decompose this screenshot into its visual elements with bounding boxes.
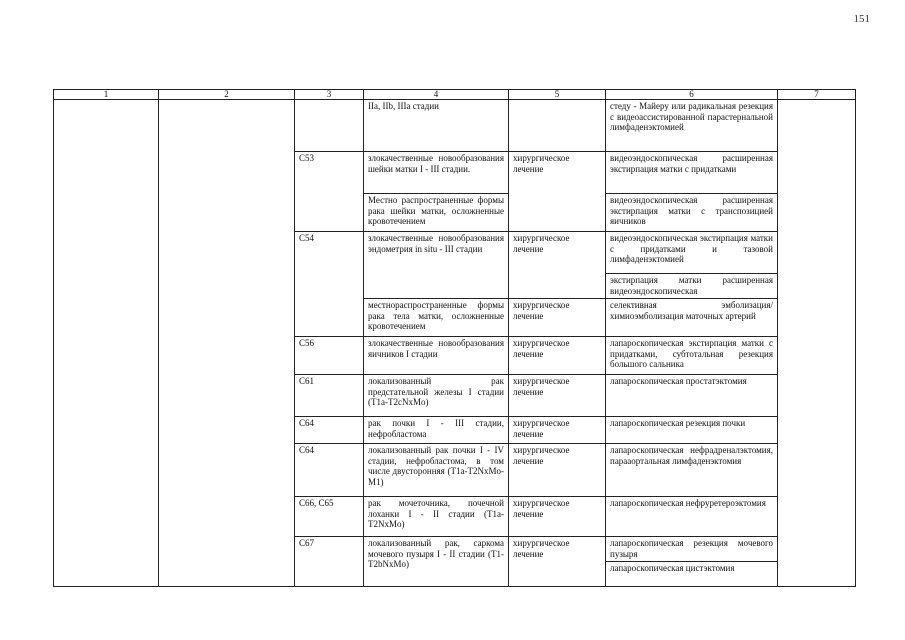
condition-cell: рак почки I - III стадии, нефробластома [364, 417, 509, 444]
code-cell: C64 [295, 444, 364, 497]
method-cell: экстирпация матки расширенная видеоэндоскопическая [606, 274, 778, 299]
header-col-3: 3 [295, 90, 364, 100]
col2-cell [159, 100, 295, 587]
condition-cell: злокачественные новообразования шейки матки I - III стадии. [364, 152, 509, 194]
method-cell: лапароскопическая нефруретероэктомия [606, 497, 778, 537]
header-col-2: 2 [159, 90, 295, 100]
code-cell: C61 [295, 375, 364, 417]
header-col-6: 6 [606, 90, 778, 100]
page-number: 151 [853, 13, 870, 25]
header-row [54, 90, 856, 100]
treatment-table-wrapper [53, 89, 856, 587]
method-cell: стеду - Майеру или радикальная резекция с видеоассистированной парастернальной лимфаденэктомией [606, 100, 778, 152]
method-cell: селективная эмболизация/химиоэмболизация маточных артерий [606, 299, 778, 337]
treatment-cell: хирургическое лечение [509, 152, 606, 232]
method-cell: лапароскопическая нефрадреналэктомия, парааортальная лимфаденэктомия [606, 444, 778, 497]
treatment-cell: хирургическое лечение [509, 497, 606, 537]
treatment-cell: хирургическое лечение [509, 537, 606, 587]
condition-cell: злокачественные новообразования эндометрия in situ - III стадии [364, 232, 509, 299]
method-cell: видеоэндоскопическая экстирпация матки с придатками и тазовой лимфаденэктомией [606, 232, 778, 274]
method-cell: видеоэндоскопическая расширенная экстирпация матки с придатками [606, 152, 778, 194]
code-cell: C56 [295, 337, 364, 375]
method-cell: лапароскопическая простатэктомия [606, 375, 778, 417]
method-cell: лапароскопическая экстирпация матки с придатками, субтотальная резекция большого сальника [606, 337, 778, 375]
header-col-4: 4 [364, 90, 509, 100]
treatment-cell: хирургическое лечение [509, 417, 606, 444]
treatment-cell: хирургическое лечение [509, 232, 606, 299]
code-cell: C67 [295, 537, 364, 587]
method-cell: видеоэндоскопическая расширенная экстирпация матки с транспозицией яичников [606, 194, 778, 232]
condition-cell: злокачественные новообразования яичников I стадии [364, 337, 509, 375]
condition-cell: локализованный рак предстательной железы I стадии (T1a-T2cNxMo) [364, 375, 509, 417]
header-col-5: 5 [509, 90, 606, 100]
code-cell: C66, C65 [295, 497, 364, 537]
code-cell: C53 [295, 152, 364, 232]
condition-cell: локализованный рак почки I - IV стадии, нефробластома, в том числе двусторонняя (T1a-T2NxMo-M1) [364, 444, 509, 497]
header-col-7: 7 [778, 90, 856, 100]
treatment-cell: хирургическое лечение [509, 375, 606, 417]
condition-cell: IIa, IIb, IIIa стадии [364, 100, 509, 152]
treatment-cell: хирургическое лечение [509, 444, 606, 497]
treatment-cell: хирургическое лечение [509, 299, 606, 337]
method-cell: лапароскопическая цистэктомия [606, 562, 778, 587]
condition-cell: Местно распространенные формы рака шейки матки, осложненные кровотечением [364, 194, 509, 232]
method-cell: лапароскопическая резекция почки [606, 417, 778, 444]
condition-cell: локализованный рак, саркома мочевого пузыря I - II стадии (T1-T2bNxMo) [364, 537, 509, 587]
code-cell: C54 [295, 232, 364, 337]
code-cell: C64 [295, 417, 364, 444]
treatment-table [53, 89, 856, 587]
code-cell [295, 100, 364, 152]
treatment-cell [509, 100, 606, 152]
col1-cell [54, 100, 159, 587]
header-col-1: 1 [54, 90, 159, 100]
table-row [54, 100, 856, 152]
method-cell: лапароскопическая резекция мочевого пузыря [606, 537, 778, 562]
condition-cell: местнораспространенные формы рака тела матки, осложненные кровотечением [364, 299, 509, 337]
condition-cell: рак мочеточника, почечной лоханки I - II стадии (T1a-T2NxMo) [364, 497, 509, 537]
treatment-cell: хирургическое лечение [509, 337, 606, 375]
col7-cell [778, 100, 856, 587]
